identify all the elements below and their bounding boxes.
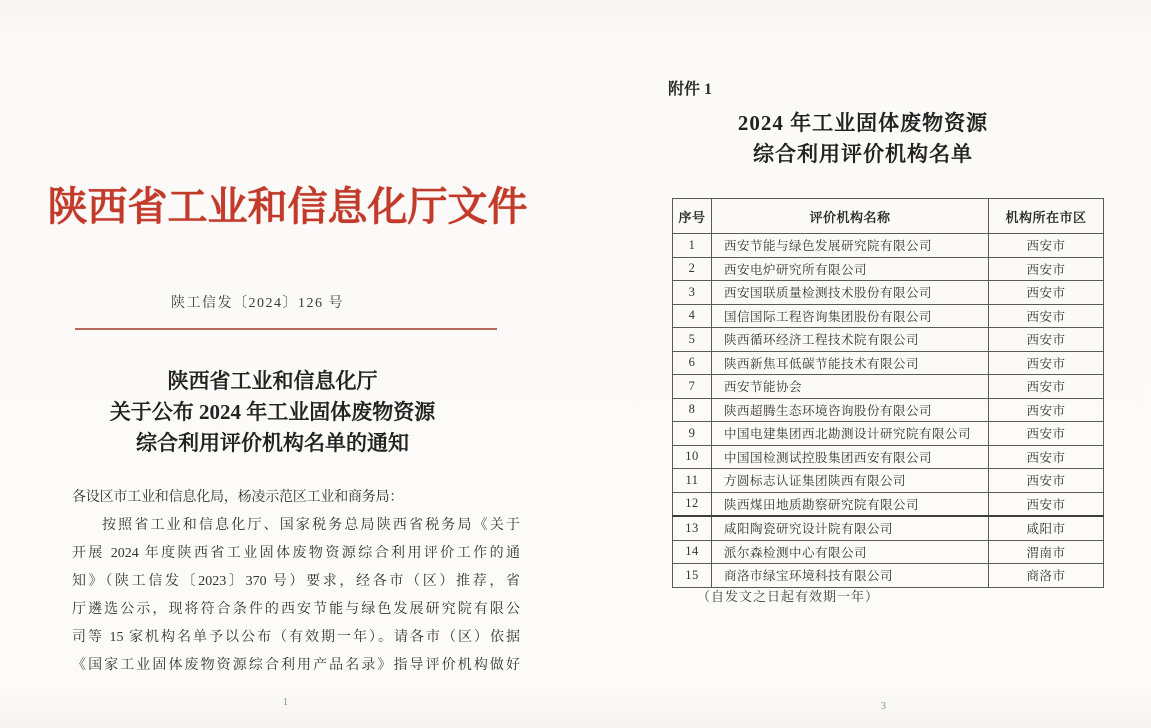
body-line: 开展 2024 年度陕西省工业固体废物资源综合利用评价工作的通 (72, 546, 520, 561)
row-index: 8 (673, 398, 712, 422)
table-row (673, 445, 1104, 469)
notice-body (72, 484, 520, 680)
agency-city: 商洛市 (989, 564, 1104, 588)
table-row (673, 328, 1104, 352)
table-row (673, 234, 1104, 258)
body-line: 司等 15 家机构名单予以公布（有效期一年）。请各市（区）依据 (72, 630, 520, 645)
table-row (673, 564, 1104, 588)
notice-title-line-2: 关于公布 2024 年工业固体废物资源 (109, 400, 436, 424)
page-right (575, 0, 1151, 728)
agency-name: 中国电建集团西北勘测设计研究院有限公司 (712, 422, 989, 446)
agency-name: 陕西循环经济工程技术院有限公司 (712, 328, 989, 352)
row-index: 1 (673, 234, 712, 258)
row-index: 14 (673, 540, 712, 564)
attachment-title-line-1: 2024 年工业固体废物资源 (737, 111, 989, 135)
agency-name: 咸阳陶瓷研究设计院有限公司 (712, 516, 989, 540)
body-line: 按照省工业和信息化厅、国家税务总局陕西省税务局《关于 (102, 518, 520, 533)
agency-table-body (673, 234, 1104, 588)
row-index: 5 (673, 328, 712, 352)
table-row (673, 257, 1104, 281)
table-row (673, 540, 1104, 564)
row-index: 9 (673, 422, 712, 446)
table-row (673, 375, 1104, 399)
agency-city: 西安市 (989, 234, 1104, 258)
agency-name: 派尔森检测中心有限公司 (712, 540, 989, 564)
agency-table-container (672, 198, 1104, 588)
agency-name: 西安节能协会 (712, 375, 989, 399)
notice-title (0, 366, 545, 459)
row-index: 15 (673, 564, 712, 588)
row-index: 3 (673, 281, 712, 305)
agency-city: 西安市 (989, 445, 1104, 469)
page-left (0, 0, 575, 728)
body-line: 知》（陕工信发〔2023〕370 号）要求，经各市（区）推荐，省 (72, 574, 520, 589)
page-number-right: 3 (881, 701, 886, 712)
page-number-left: 1 (283, 697, 288, 708)
agency-name: 陕西新焦耳低碳节能技术有限公司 (712, 351, 989, 375)
row-index: 12 (673, 492, 712, 516)
agency-name: 国信国际工程咨询集团股份有限公司 (712, 304, 989, 328)
agency-city: 西安市 (989, 422, 1104, 446)
document-number: 陕工信发〔2024〕126 号 (171, 296, 344, 311)
table-row (673, 351, 1104, 375)
agency-name: 陕西超腾生态环境咨询股份有限公司 (712, 398, 989, 422)
agency-name: 西安国联质量检测技术股份有限公司 (712, 281, 989, 305)
table-row (673, 516, 1104, 540)
red-letterhead-title: 陕西省工业和信息化厅文件 (47, 184, 528, 229)
row-index: 2 (673, 257, 712, 281)
agency-name: 中国国检测试控股集团西安有限公司 (712, 445, 989, 469)
red-divider-line (75, 328, 497, 330)
agency-name: 商洛市绿宝环境科技有限公司 (712, 564, 989, 588)
agency-city: 西安市 (989, 469, 1104, 493)
header-agency-city: 机构所在市区 (989, 199, 1104, 234)
agency-city: 西安市 (989, 281, 1104, 305)
table-row (673, 304, 1104, 328)
agency-city: 渭南市 (989, 540, 1104, 564)
row-index: 10 (673, 445, 712, 469)
table-row (673, 398, 1104, 422)
row-index: 11 (673, 469, 712, 493)
row-index: 13 (673, 516, 712, 540)
agency-table (672, 198, 1104, 588)
row-index: 4 (673, 304, 712, 328)
agency-city: 西安市 (989, 351, 1104, 375)
header-agency-name: 评价机构名称 (712, 199, 989, 234)
agency-name: 西安节能与绿色发展研究院有限公司 (712, 234, 989, 258)
table-row (673, 469, 1104, 493)
agency-city: 西安市 (989, 328, 1104, 352)
row-index: 6 (673, 351, 712, 375)
agency-city: 西安市 (989, 375, 1104, 399)
body-line: 厅遴选公示，现将符合条件的西安节能与绿色发展研究院有限公 (72, 602, 520, 617)
table-row (673, 492, 1104, 516)
agency-city: 西安市 (989, 492, 1104, 516)
attachment-label: 附件 1 (668, 81, 713, 98)
agency-name: 西安电炉研究所有限公司 (712, 257, 989, 281)
agency-city: 咸阳市 (989, 516, 1104, 540)
agency-city: 西安市 (989, 304, 1104, 328)
attachment-title (575, 108, 1151, 170)
agency-name: 陕西煤田地质勘察研究院有限公司 (712, 492, 989, 516)
row-index: 7 (673, 375, 712, 399)
table-header-row (673, 199, 1104, 234)
agency-city: 西安市 (989, 398, 1104, 422)
header-index: 序号 (673, 199, 712, 234)
agency-city: 西安市 (989, 257, 1104, 281)
salutation-line: 各设区市工业和信息化局，杨凌示范区工业和商务局： (72, 490, 404, 505)
notice-title-line-1: 陕西省工业和信息化厅 (167, 369, 378, 393)
validity-note: （自发文之日起有效期一年） (697, 589, 880, 604)
body-paragraph (72, 512, 520, 680)
table-row (673, 422, 1104, 446)
table-row (673, 281, 1104, 305)
body-line: 《国家工业固体废物资源综合利用产品名录》指导评价机构做好 (72, 658, 520, 673)
notice-title-line-3: 综合利用评价机构名单的通知 (136, 431, 409, 455)
attachment-title-line-2: 综合利用评价机构名单 (753, 142, 973, 166)
agency-name: 方圆标志认证集团陕西有限公司 (712, 469, 989, 493)
